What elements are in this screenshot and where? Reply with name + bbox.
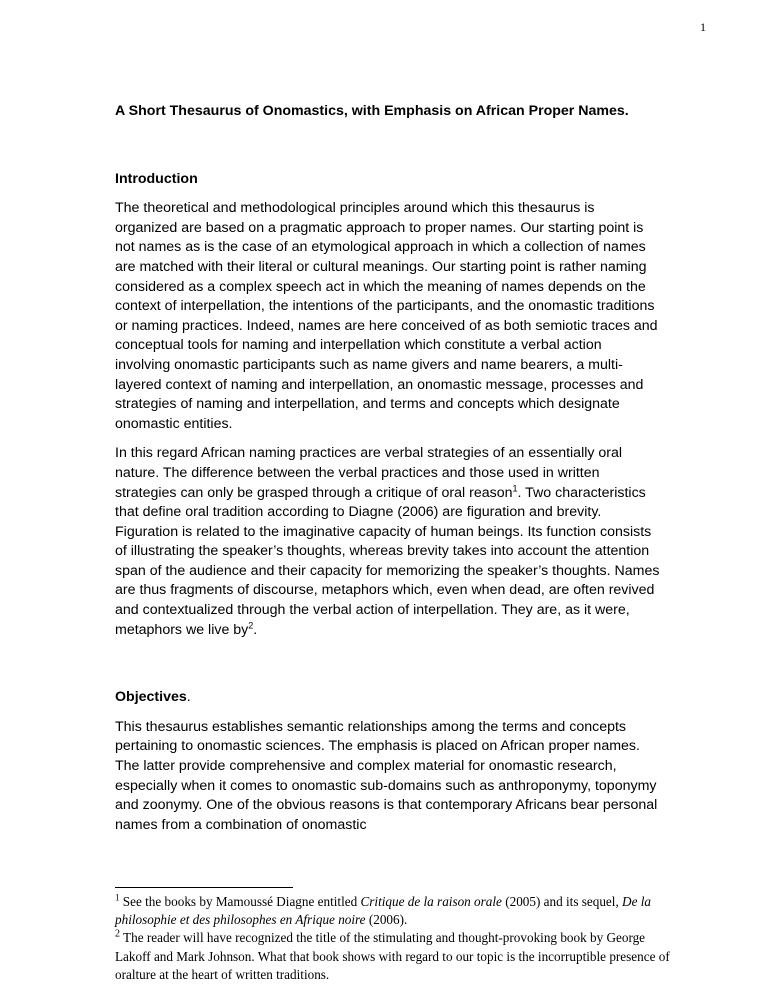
footnote-text: See the books by Mamoussé Diagne entitled: [119, 894, 361, 909]
document-title: A Short Thesaurus of Onomastics, with Emphasis on African Proper Names.: [115, 103, 629, 119]
page-number: 1: [700, 20, 706, 34]
document-body: [115, 102, 660, 845]
footnote-mark: 1: [115, 892, 120, 903]
footnote-1: [115, 893, 670, 929]
footnote-reference-1[interactable]: 1: [512, 482, 518, 493]
objectives-heading: [115, 688, 660, 708]
objectives-heading-period: .: [186, 689, 191, 706]
footnotes: [115, 893, 670, 984]
introduction-heading: Introduction: [115, 170, 198, 187]
footnote-2: [115, 929, 670, 984]
paragraph-text: . Two characteristics that define oral tradition according to Diagne (2006) are figuration and brevity. Figuration is related to the imaginative capacity of human beings. Its function consists of illustrating the speaker’s thoughts, whereas brevity takes into account the attention span of the audience and their capacity for memorizing the speaker’s thoughts. Names are thus fragments of discourse, metaphors which, even when dead, are often revived and contextualized through the verbal action of interpellation. They are, as it were, metaphors we live by: [115, 484, 660, 638]
introduction-paragraph-2: [115, 444, 660, 640]
paragraph-text: In this regard African naming practices are verbal strategies of an essentially oral nature. The difference between the verbal practices and those used in written strategies can only be grasped through a critique of oral reason: [115, 445, 623, 501]
footnote-text: (2006).: [365, 912, 408, 928]
footnote-text: The reader will have recognized the title of the stimulating and thought-provoking book by George Lakoff and Mark Johnson. What that book shows with regard to our topic is the incorruptible presence of oralture at the heart of written traditions.: [115, 930, 670, 982]
footnote-mark: 2: [115, 929, 120, 941]
paragraph-text: .: [253, 621, 258, 638]
introduction-paragraph-1: The theoretical and methodological principles around which this thesaurus is organized are based on a pragmatic approach to proper names. Our starting point is not names as is the case of an etymological approach in which a collection of names are matched with their literal or cultural meanings. Our starting point is rather naming considered as a complex speech act in which the meaning of names depends on the context of interpellation, the intentions of the participants, and the onomastic traditions or naming practices. Indeed, names are here conceived of as both semiotic traces and conceptual tools for naming and interpellation which constitute a verbal action involving onomastic participants such as name givers and name bearers, a multi-layered context of naming and interpellation, an onomastic message, processes and strategies of naming and interpellation, and terms and concepts which designate onomastic entities.: [115, 200, 658, 432]
objectives-heading-text: Objectives: [115, 689, 187, 706]
book-title: De la philosophie et des philosophes en Afrique noire: [115, 894, 651, 928]
footnote-text: (2005) and its sequel,: [501, 894, 623, 909]
footnote-separator: [115, 887, 293, 888]
objectives-paragraph-1: This thesaurus establishes semantic relationships among the terms and concepts pertaining to onomastic sciences. The emphasis is placed on African proper names. The latter provide comprehensive and complex material for onomastic research, especially when it comes to onomastic sub-domains such as anthroponymy, toponymy and zoonymy. One of the obvious reasons is that contemporary Africans bear personal names from a combination of onomastic: [115, 718, 658, 833]
footnote-reference-2[interactable]: 2: [248, 619, 254, 630]
book-title: Critique de la raison orale: [360, 894, 502, 909]
